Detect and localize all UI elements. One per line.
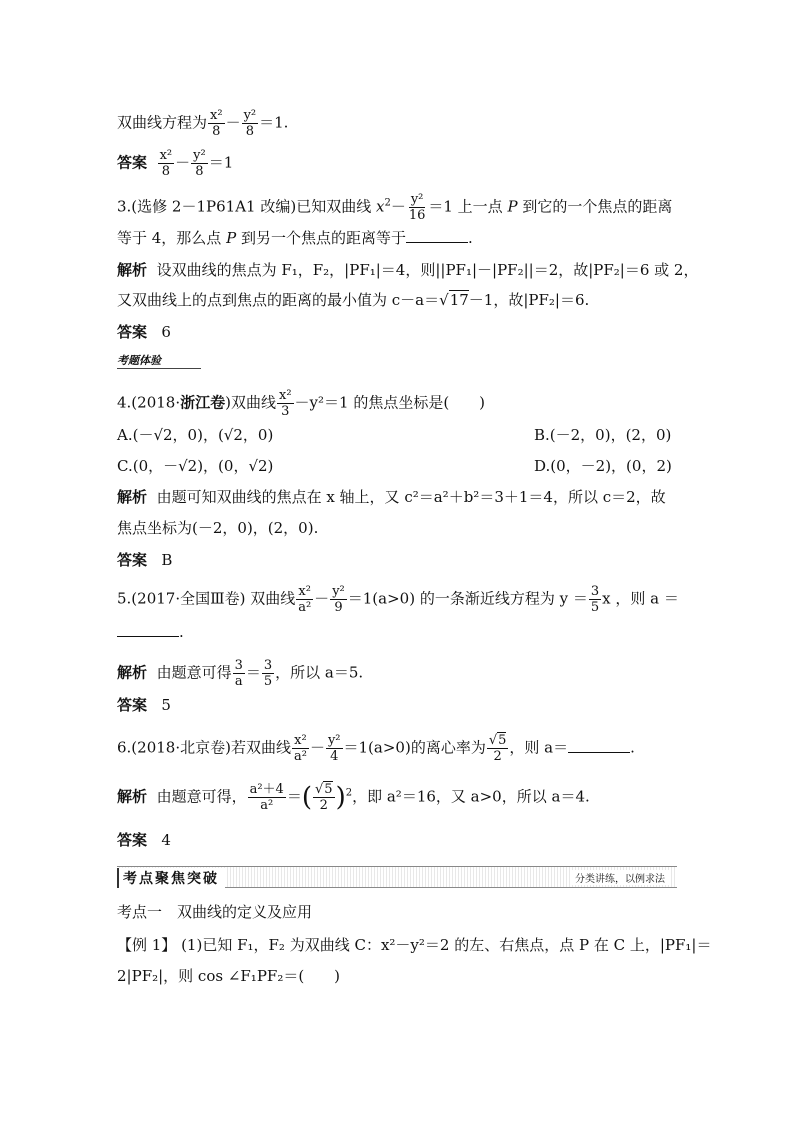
answer-6: 答案 4 bbox=[117, 831, 171, 849]
answer-4: 答案 B bbox=[117, 551, 173, 569]
solution-3-line1: 解析 设双曲线的焦点为 F₁，F₂，|PF₁|＝4，则||PF₁|－|PF₂||＝2，故|PF₂|＝6 或 2， bbox=[117, 261, 699, 279]
option-b: B.(－2，0)，(2，0) bbox=[534, 426, 672, 444]
question-3-line2: 等于 4，那么点 P 到另一个焦点的距离等于 . bbox=[117, 229, 473, 247]
question-3-line1: 3.(选修 2－1P61A1 改编)已知双曲线 $x^2-$ $\frac{\text{y²}}{16}$ ＝1 上一点 P 到它的一个焦点的距离 bbox=[117, 192, 673, 223]
option-a: A.(－√2，0)，(√2，0) bbox=[117, 426, 274, 444]
topic-heading: 考点一 双曲线的定义及应用 bbox=[117, 903, 313, 921]
question-6: 6.(2018·北京卷)若双曲线 $\frac{\text{x²}}{\text{a²}}$ － $\frac{\text{y²}}{4}$ ＝1(a>0)的离心率为 $\frac{√5}{2}$ ，则 a＝ . bbox=[117, 733, 635, 764]
answer-blank bbox=[568, 738, 630, 753]
section-title: 考点聚焦突破 bbox=[117, 868, 225, 888]
solution-6: 解析 由题意可得， $\frac{\text{a²＋4}}{\text{a²}}$ ＝( $\frac{√5}{2}$ )$^2$，即 a²＝16，又 a>0，所以 a＝4. bbox=[117, 782, 590, 813]
example-1-line1: 【例 1】 (1)已知 F₁，F₂ 为双曲线 C：x²－y²＝2 的左、右焦点，点 P 在 C 上，|PF₁|＝ bbox=[117, 936, 712, 954]
question-5-blank: . bbox=[117, 622, 184, 642]
section-header-bar bbox=[117, 866, 677, 888]
answer-1: 答案 $\frac{\text{x²}}{8}$ － $\frac{\text{y²}}{8}$ ＝1 bbox=[117, 148, 234, 179]
section-tag: 考题体验 bbox=[117, 352, 201, 369]
answer-blank bbox=[406, 228, 468, 243]
intro-equation-line: 双曲线方程为 $\frac{\text{x²}}{8}$ － $\frac{\text{y²}}{8}$ ＝1. bbox=[117, 108, 289, 139]
answer-blank bbox=[117, 622, 179, 637]
solution-5: 解析 由题意可得 $\frac{3}{a}$ ＝ $\frac{3}{5}$ ，所以 a＝5. bbox=[117, 658, 364, 689]
section-subtitle: 分类讲练，以例求法 bbox=[571, 870, 669, 885]
option-d: D.(0，－2)，(0，2) bbox=[534, 457, 672, 475]
solution-4-line2: 焦点坐标为(－2，0)，(2，0). bbox=[117, 519, 319, 537]
answer-5: 答案 5 bbox=[117, 696, 171, 714]
solution-4-line1: 解析 由题可知双曲线的焦点在 x 轴上，又 c²＝a²＋b²＝3＋1＝4，所以 c＝2，故 bbox=[117, 488, 666, 506]
question-4: 4.(2018·浙江卷)双曲线 $\frac{\text{x²}}{3}$ －y²＝1 的焦点坐标是( ) bbox=[117, 388, 486, 419]
answer-3: 答案 6 bbox=[117, 323, 171, 341]
solution-3-line2: 又双曲线上的点到焦点的距离的最小值为 c－a＝√17－1，故|PF₂|＝6. bbox=[117, 291, 590, 309]
question-5: 5.(2017·全国Ⅲ卷) 双曲线 $\frac{\text{x²}}{\text{a²}}$ － $\frac{\text{y²}}{9}$ ＝1(a>0) 的一条渐近线方程为 y ＝ $\frac{3}{5}$ x ，则 a ＝ bbox=[117, 584, 679, 615]
example-1-line2: 2|PF₂|，则 cos ∠F₁PF₂＝( ) bbox=[117, 967, 341, 985]
option-c: C.(0，－√2)，(0，√2) bbox=[117, 457, 274, 475]
